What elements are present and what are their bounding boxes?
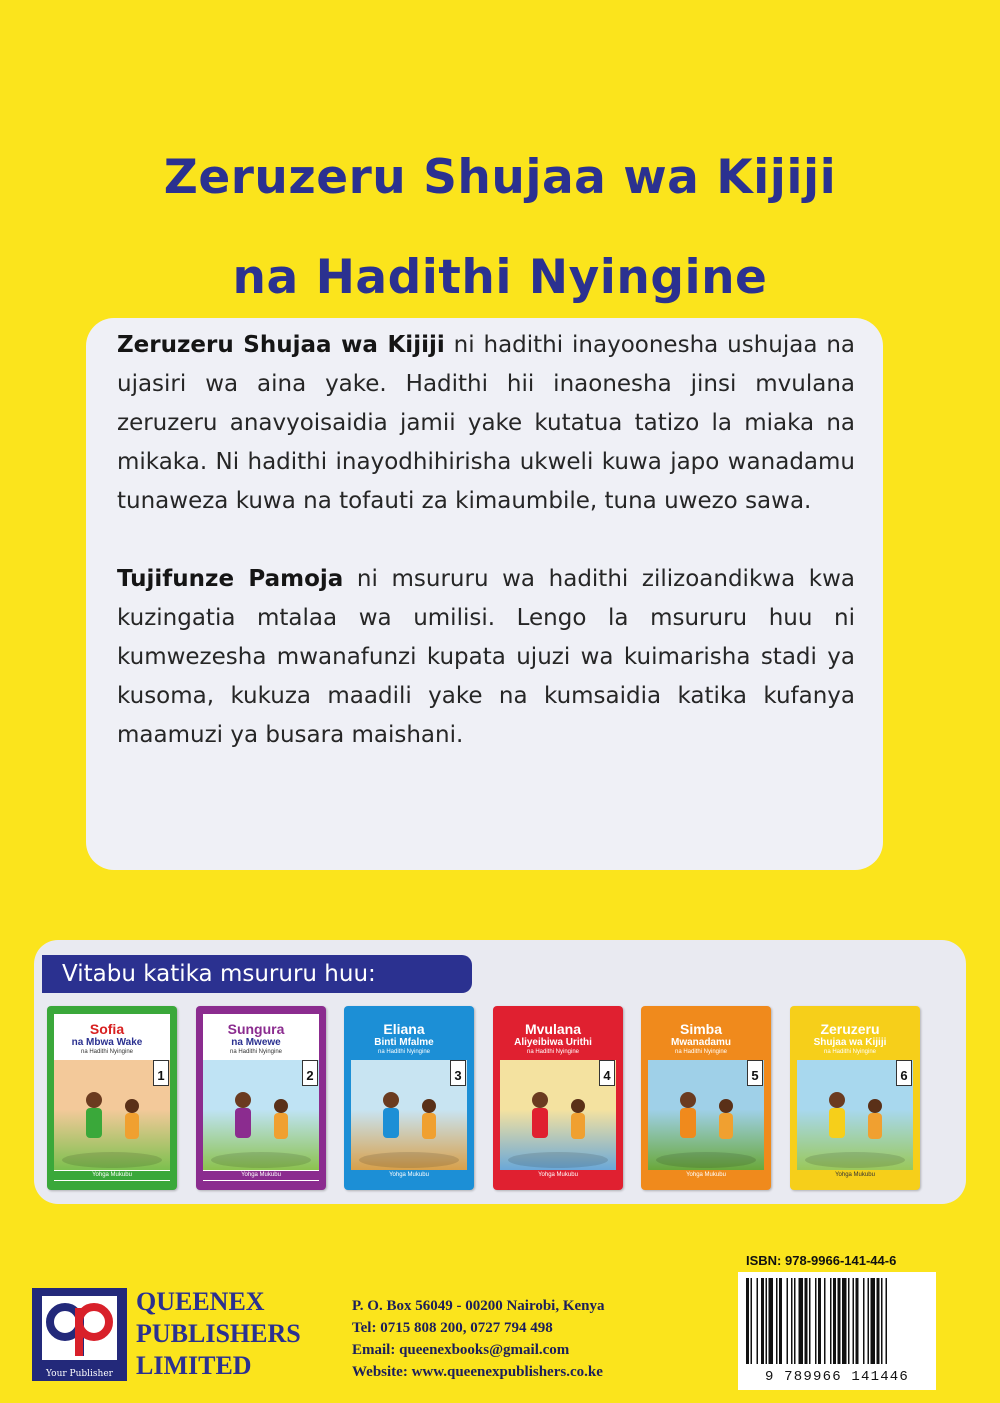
book-tagline: na Hadithi Nyingine — [80, 1049, 134, 1055]
series-heading: Vitabu katika msururu huu: — [42, 955, 472, 993]
book-subtitle: Aliyeibiwa Urithi — [514, 1037, 592, 1048]
publisher-name — [136, 1286, 301, 1382]
book-title: Mvulana — [524, 1021, 581, 1037]
publisher-website[interactable]: Website: www.queenexpublishers.co.ke — [352, 1364, 603, 1380]
book-title: Eliana — [383, 1021, 425, 1037]
publisher-address: P. O. Box 56049 - 00200 Nairobi, Kenya — [352, 1298, 605, 1314]
book-author: Yohga Mukubu — [54, 1171, 170, 1180]
book-tagline: na Hadithi Nyingine — [229, 1049, 283, 1055]
publisher-name-line-2: PUBLISHERS — [136, 1319, 301, 1348]
series-book-1[interactable] — [47, 1006, 177, 1190]
synopsis-panel — [86, 318, 883, 870]
grade-badge: 6 — [896, 1060, 912, 1086]
grade-badge: 1 — [153, 1060, 169, 1086]
book-subtitle: Mwanadamu — [670, 1037, 731, 1048]
publisher-name-line-1: QUEENEX — [136, 1287, 265, 1316]
book-cover — [54, 1014, 170, 1181]
series-book-2[interactable] — [196, 1006, 326, 1190]
book-title-line-2: na Hadithi Nyingine — [232, 250, 768, 305]
story-title-bold: Zeruzeru Shujaa wa Kijiji — [117, 332, 445, 358]
book-cover — [203, 1014, 319, 1181]
series-name-bold: Tujifunze Pamoja — [117, 566, 344, 592]
book-tagline: na Hadithi Nyingine — [377, 1049, 431, 1055]
book-title — [0, 128, 1000, 328]
publisher-logo-icon — [32, 1288, 127, 1368]
book-tagline: na Hadithi Nyingine — [823, 1049, 877, 1055]
book-cover — [351, 1014, 467, 1181]
book-title: Zeruzeru — [820, 1021, 880, 1037]
book-author: Yohga Mukubu — [351, 1171, 467, 1180]
book-author: Yohga Mukubu — [797, 1171, 913, 1180]
synopsis-paragraph-1 — [117, 326, 855, 521]
book-tagline: na Hadithi Nyingine — [526, 1049, 580, 1055]
isbn-label: ISBN: 978-9966-141-44-6 — [746, 1253, 897, 1268]
book-subtitle: na Mwewe — [231, 1037, 281, 1048]
book-subtitle: Binti Mfalme — [374, 1037, 434, 1048]
synopsis-text-2: ni msururu wa hadithi zilizoandikwa kwa kuzingatia mtalaa wa umilisi. Lengo la msururu huu ni kumwezesha mwanafunzi kupata ujuzi wa kuimarisha stadi ya kusoma, kukuza maadili yake na kumsaidia katika kufanya maamuzi ya busara maishani. — [117, 566, 856, 748]
synopsis-paragraph-2 — [117, 560, 855, 755]
grade-badge: 5 — [747, 1060, 763, 1086]
book-subtitle: na Mbwa Wake — [71, 1037, 143, 1048]
series-book-5[interactable] — [641, 1006, 771, 1190]
book-cover — [797, 1014, 913, 1181]
book-cover — [500, 1014, 616, 1181]
publisher-tel: Tel: 0715 808 200, 0727 794 498 — [352, 1320, 553, 1336]
book-title-line-1: Zeruzeru Shujaa wa Kijiji — [163, 150, 837, 205]
publisher-logo — [32, 1288, 127, 1381]
series-book-3[interactable] — [344, 1006, 474, 1190]
book-subtitle: Shujaa wa Kijiji — [813, 1037, 887, 1048]
book-tagline: na Hadithi Nyingine — [674, 1049, 728, 1055]
book-author: Yohga Mukubu — [648, 1171, 764, 1180]
publisher-email[interactable]: Email: queenexbooks@gmail.com — [352, 1342, 570, 1358]
book-author: Yohga Mukubu — [500, 1171, 616, 1180]
barcode-digits: 9 789966 141446 — [738, 1366, 936, 1388]
book-author: Yohga Mukubu — [203, 1171, 319, 1180]
book-title: Sungura — [227, 1021, 285, 1037]
book-cover — [648, 1014, 764, 1181]
publisher-contact — [352, 1295, 605, 1383]
series-book-4[interactable] — [493, 1006, 623, 1190]
series-book-6[interactable] — [790, 1006, 920, 1190]
grade-badge: 4 — [599, 1060, 615, 1086]
publisher-name-line-3: LIMITED — [136, 1351, 252, 1380]
synopsis-text-1: ni hadithi inayoonesha ushujaa na ujasiri wa aina yake. Hadithi hii inaonesha jinsi mvulana zeruzeru anavyoisaidia jamii yake kutatua tatizo la miaka na mikaka. Ni hadithi inayodhihirisha ukweli kuwa japo wanadamu tunaweza kuwa na tofauti za kimaumbile, tuna uwezo sawa. — [117, 332, 855, 514]
grade-badge: 3 — [450, 1060, 466, 1086]
logo-caption: Your Publisher — [46, 1369, 113, 1379]
book-title: Sofia — [89, 1021, 125, 1037]
book-title: Simba — [679, 1021, 722, 1037]
grade-badge: 2 — [302, 1060, 318, 1086]
series-books — [47, 1006, 947, 1190]
